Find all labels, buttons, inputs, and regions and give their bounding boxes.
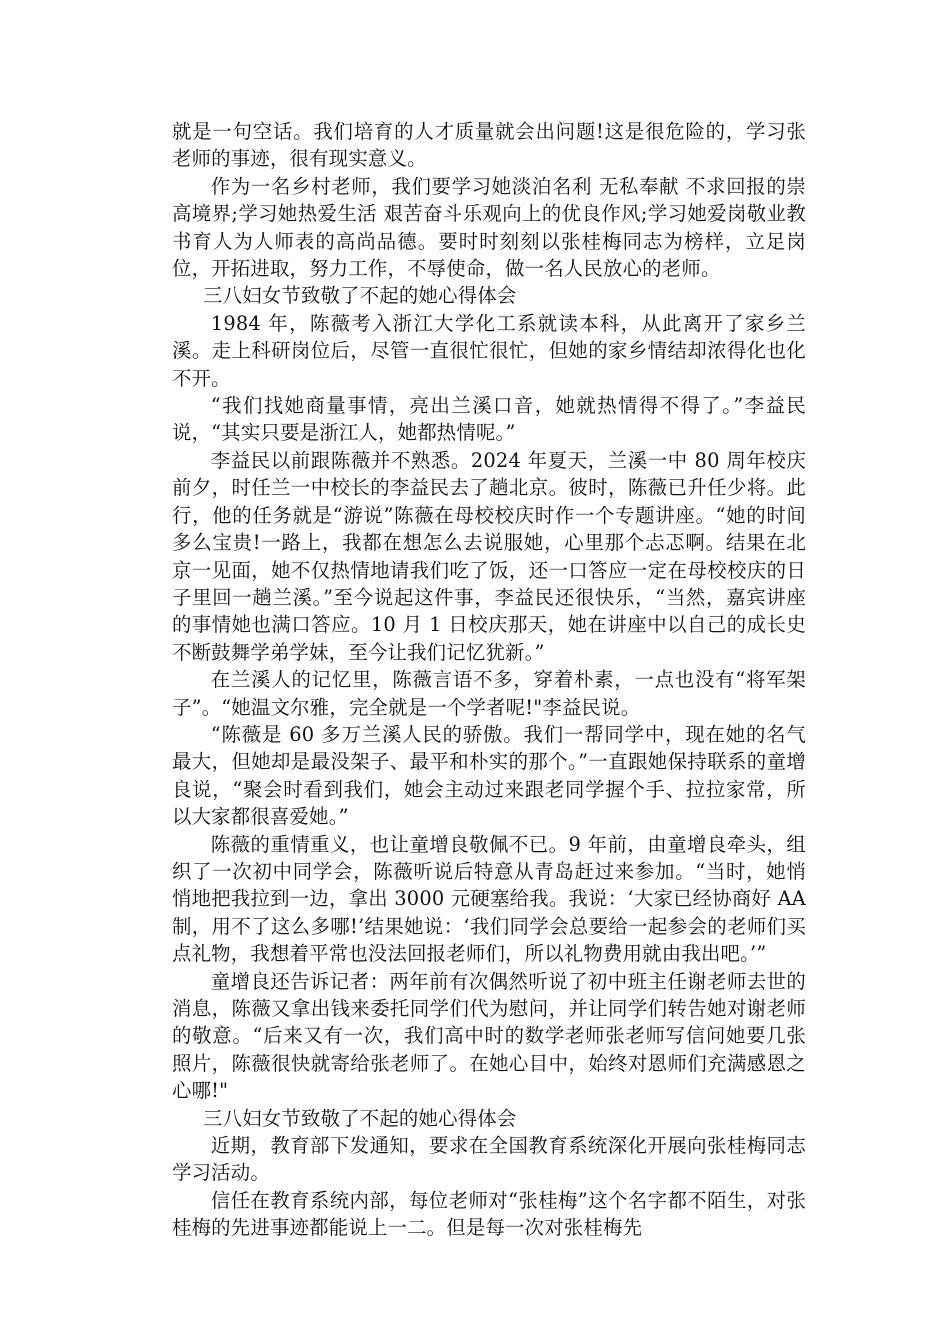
paragraph: 信任在教育系统内部，每位老师对“张桂梅”这个名字都不陌生，对张桂梅的先进事迹都能说上一二。但是每一次对张桂梅先	[172, 1188, 806, 1240]
paragraph: 1984 年，陈薇考入浙江大学化工系就读本科，从此离开了家乡兰溪。走上科研岗位后，尽管一直很忙很忙，但她的家乡情结却浓得化也化不开。	[172, 311, 806, 390]
section-heading: 三八妇女节致敬了不起的她心得体会	[203, 284, 517, 308]
paragraph: 作为一名乡村老师，我们要学习她淡泊名利 无私奉献 不求回报的崇高境界;学习她热爱生活 艰苦奋斗乐观向上的优良作风;学习她爱岗敬业教书育人为人师表的高尚品德。要时时刻刻以张桂梅同志为榜样，立足岗位，开拓进取，努力工作，不辱使命，做一名人民放心的老师。	[172, 174, 806, 281]
paragraph: 陈薇的重情重义，也让童增良敬佩不已。9 年前，由童增良牵头，组织了一次初中同学会，陈薇听说后特意从青岛赶过来参加。“当时，她悄悄地把我拉到一边，拿出 3000 元硬塞给我。我说：‘大家已经协商好 AA 制，用不了这么多哪!’结果她说：‘我们同学会总要给一起参会的老师们买点礼物，我想着平常也没法回报老师们，所以礼物费用就由我出吧。’”	[172, 832, 806, 966]
section-heading: 三八妇女节致敬了不起的她心得体会	[203, 1106, 517, 1130]
paragraph: “我们找她商量事情，亮出兰溪口音，她就热情得不得了。”李益民说，“其实只要是浙江人，她都热情呢。”	[172, 394, 806, 445]
paragraph: 李益民以前跟陈薇并不熟悉。2024 年夏天，兰溪一中 80 周年校庆前夕，时任兰一中校长的李益民去了趟北京。彼时，陈薇已升任少将。此行，他的任务就是“游说”陈薇在母校校庆时作一个专题讲座。“她的时间多么宝贵!一路上，我都在想怎么去说服她，心里那个忐忑啊。结果在北京一见面，她不仅热情地请我们吃了饭，还一口答应一定在母校校庆的日子里回一趟兰溪。”至今说起这件事，李益民还很快乐，“当然，嘉宾讲座的事情她也满口答应。10 月 1 日校庆那天，她在讲座中以自己的成长史不断鼓舞学弟学妹，至今让我们记忆犹新。”	[172, 448, 806, 664]
paragraph: 近期，教育部下发通知，要求在全国教育系统深化开展向张桂梅同志学习活动。	[172, 1134, 806, 1185]
paragraph: 在兰溪人的记忆里，陈薇言语不多，穿着朴素，一点也没有“将军架子”。“她温文尔雅，完全就是一个学者呢!"李益民说。	[172, 668, 806, 719]
paragraph: “陈薇是 60 多万兰溪人民的骄傲。我们一帮同学中，现在她的名气最大，但她却是最没架子、最平和朴实的那个。”一直跟她保持联系的童增良说，“聚会时看到我们，她会主动过来跟老同学握个手、拉拉家常，所以大家都很喜爱她。”	[172, 722, 806, 829]
document-body	[172, 118, 806, 1242]
paragraph: 就是一句空话。我们培育的人才质量就会出问题!这是很危险的，学习张老师的事迹，很有现实意义。	[172, 120, 806, 171]
paragraph: 童增良还告诉记者：两年前有次偶然听说了初中班主任谢老师去世的消息，陈薇又拿出钱来委托同学们代为慰问，并让同学们转告她对谢老师的敬意。“后来又有一次，我们高中时的数学老师张老师写信问她要几张照片，陈薇很快就寄给张老师了。在她心目中，始终对恩师们充满感恩之心哪!"	[172, 969, 806, 1103]
